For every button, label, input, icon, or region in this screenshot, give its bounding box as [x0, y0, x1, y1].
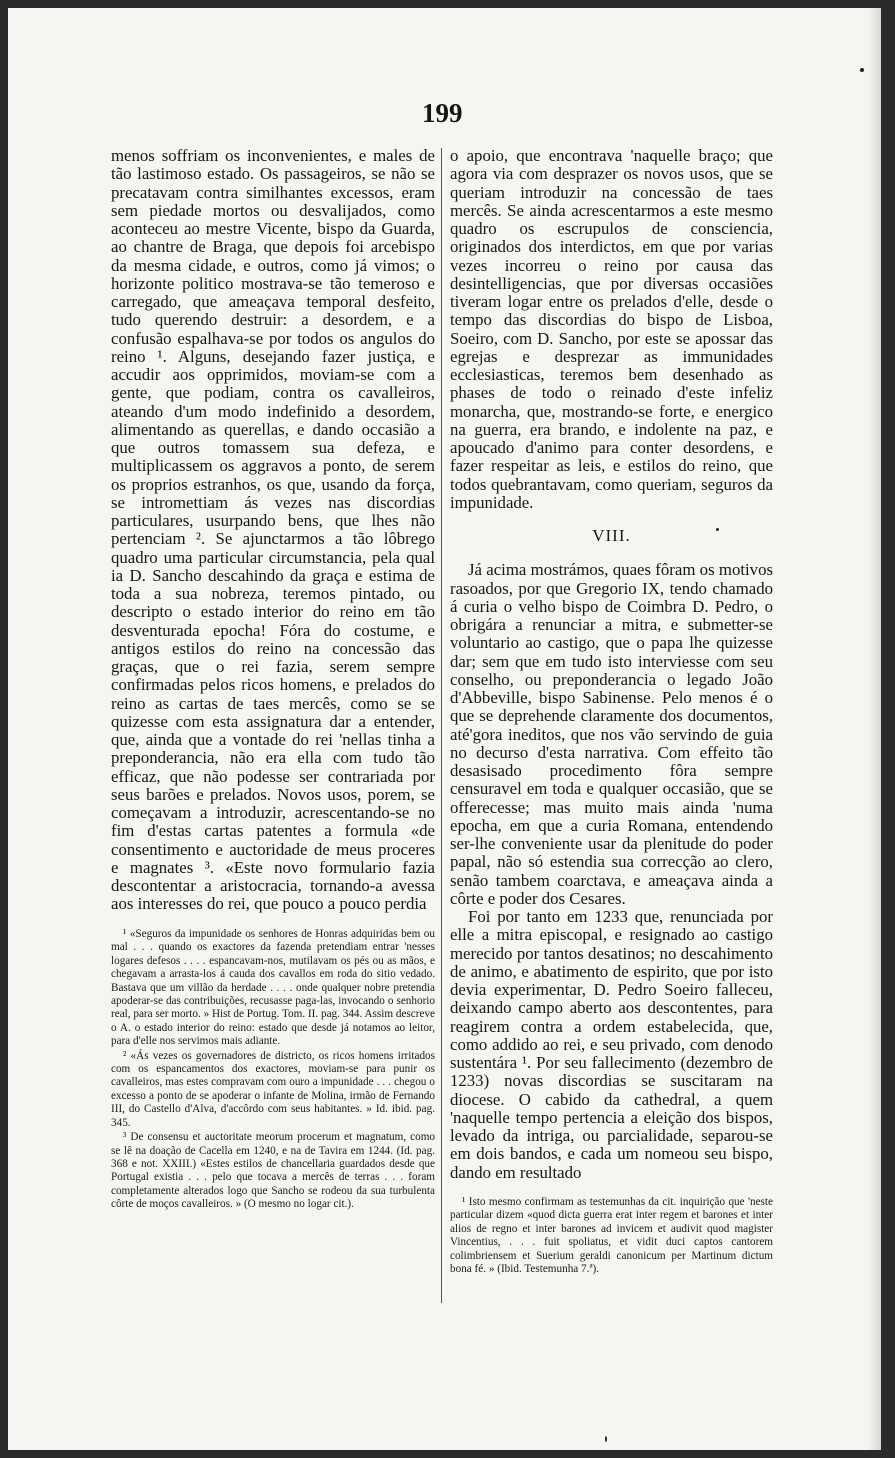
right-column — [450, 147, 773, 1182]
footnotes-right — [450, 1196, 773, 1277]
footnote-left-3: ³ De consensu et auctoritate meorum procerum et magnatum, como se lê na doação de Cacella em 1240, e na de Tavira em 1244. (Id. pag. 368 e not. XXIII.) «Estes estilos de chancellaria guardados desde que Portugal existia . . . pelo que tocava a mercês de terras . . . foram completamente alterados logo que Sancho se rodeou da sua turbulenta côrte de moços cavalleiros. » (O mesmo no logar cit.). — [111, 1131, 435, 1211]
ink-speck — [860, 68, 864, 72]
footnotes-left — [111, 928, 435, 1213]
column-divider — [441, 148, 442, 1303]
right-paragraph-1: o apoio, que encontrava 'naquelle braço; que agora via com desprazer os novos usos, que se queriam introduzir na concessão de taes mercês. Se ainda acrescentarmos a este mesmo quadro os escrupulos de consciencia, originados dos interdictos, em que por varias vezes incorreu o reino por causa das desintelligencias, que por diversas occasiões tiveram logar entre os prelados d'elle, desde o tempo das discordias do bispo de Lisboa, Soeiro, com D. Sancho, por este se apossar das egrejas e desprezar as immunidades ecclesiasticas, teremos bem desenhado as phases de todo o reinado d'este infeliz monarcha, que, mostrando-se forte, e energico na guerra, era brando, e indolente na paz, e apoucado d'animo para conter desordens, e fazer respeitar as leis, e estilos do reino, que todos quebrantavam, como queriam, seguros da impunidade. — [450, 146, 773, 512]
book-page — [8, 8, 881, 1450]
ink-speck — [716, 528, 719, 531]
right-paragraph-2: Já acima mostrámos, quaes fôram os motivos rasoados, por que Gregorio IX, tendo chamado á curia o velho bispo de Coimbra D. Pedro, o obrigára a renunciar a mitra, e submetter-se voluntario ao castigo, que o papa lhe quizesse dar; sem que em tudo isto interviesse com seu conselho, ou preponderancia o legado João d'Abbeville, bispo Sabinense. Pelo menos é o que se deprehende claramente dos documentos, até'gora ineditos, que nos vão servindo de guia no decurso d'esta narrativa. Com effeito tão desasisado procedimento fôra sempre censuravel em toda e qualquer occasião, que se offerecesse; mas muito mais ainda 'numa epocha, em que a curia Romana, entendendo ser-lhe conveniente usar da plenitude do poder papal, não só estendia sua correcção ao clero, senão tambem coarctava, e ameaçava ainda a côrte e poder dos Cesares. — [450, 560, 773, 908]
right-paragraph-3: Foi por tanto em 1233 que, renunciada por elle a mitra episcopal, e resignado ao castigo merecido por tantos desatinos; no descahimento de animo, e abatimento de espirito, que por isto devia experimentar, D. Pedro Soeiro falleceu, deixando campo aberto aos descontentes, para reagirem contra a ordem estabelecida, que, como addido ao rei, e seu privado, com denodo sustentára ¹. Por seu fallecimento (dezembro de 1233) novas discordias se suscitaram na diocese. O cabido da cathedral, a quem 'naquelle tempo pertencia a eleição dos bispos, levado da intriga, ou parcialidade, separou-se em dois bandos, e cada um nomeou seu bispo, dando em resultado — [450, 907, 773, 1182]
footnote-right-1: ¹ Isto mesmo confirmam as testemunhas da cit. inquirição que 'neste particular dizem «quod dicta guerra erat inter regem et barones et inter alios de regno et inter barones ad invicem et audivit quod magister Vincentius, . . . fuit spoliatus, et vidit duci captos cantorem colimbriensem et Suerium geraldi canonicum per Martinum dictum bona fé. » (Ibid. Testemunha 7.ª). — [450, 1196, 773, 1276]
footnote-left-2: ² «Ás vezes os governadores de districto, os ricos homens irritados com os espancamentos dos exactores, moviam-se para punir os cavalleiros, mas estes compravam com ouro a impunidade . . . chegou o excesso a ponto de se apoderar o infante de Molina, irmão de Fernando III, do Castello d'Alva, d'accôrdo com seus habitantes. » Id. ibid. pag. 345. — [111, 1049, 435, 1129]
ink-speck — [605, 1436, 607, 1442]
page-edge-shadow — [867, 8, 881, 1450]
page-number: 199 — [422, 98, 463, 128]
left-paragraph: menos soffriam os inconvenientes, e males de tão lastimoso estado. Os passageiros, se não se precatavam contra similhantes excessos, eram sem piedade mortos ou desvalijados, como aconteceu ao mestre Vicente, bispo da Guarda, ao chantre de Braga, que depois foi arcebispo da mesma cidade, e outros, como já vimos; o horizonte politico mostrava-se tão temeroso e carregado, que ameaçava temporal desfeito, tudo querendo destruir: a desordem, e a confusão espalhava-se por todos os angulos do reino ¹. Alguns, desejando fazer justiça, e accudir aos opprimidos, moviam-se com a gente, que podiam, contra os cavalleiros, ateando d'um modo indefinido a desordem, alimentando as querellas, e dando occasião a que outros tomassem sua defeza, e multiplicassem os aggravos a ponto, de serem os proprios estranhos, os que, usando da força, se intromettiam ás vezes nas discordias particulares, usurpando bens, que lhes não pertenciam ². Se ajunctarmos a tão lôbrego quadro uma particular circumstancia, pela qual ia D. Sancho descahindo da graça e estima de toda a sua nobreza, teremos pintado, ou descripto o estado interior do reino em tão desventurada epocha! Fóra do costume, e antigos estilos do reino na concessão das graças, que o rei fazia, serem sempre confirmadas pelos ricos homens, e prelados do reino as cartas de taes mercês, como se se quizesse com esta assignatura dar a entender, que, ainda que a vontade do rei 'nellas tinha a preponderancia, não era ella com tudo tão efficaz, que não podesse ser contrariada por seus barões e prelados. Novos usos, porem, se começavam a introduzir, acrescentando-se no fim d'estas cartas patentes a formula «de consentimento e auctoridade de meus proceres e magnates ³. «Este novo formulario fazia descontentar a aristocracia, tornando-a avessa aos interesses do rei, que pouco a pouco perdia — [111, 146, 435, 914]
left-column — [111, 147, 435, 914]
footnote-left-1: ¹ «Seguros da impunidade os senhores de Honras adquiridas bem ou mal . . . quando os exactores da fazenda pretendiam entrar 'nesses logares defesos . . . . espancavam-nos, mutilavam os pés ou as mãos, e chegavam a arrasta-los á cauda dos cavallos em roda do sitio vedado. Bastava que um villão da herdade . . . . onde qualquer nobre pretendia apoderar-se das contribuições, recusasse paga-las, invocando o senhorio real, para ser morto. » Hist de Portug. Tom. II. pag. 344. Assim descreve o A. o estado interior do reino: estado que desde já notamos ao leitor, para d'elle nos servimos mais adiante. — [111, 928, 435, 1048]
section-heading: VIII. — [592, 526, 631, 545]
